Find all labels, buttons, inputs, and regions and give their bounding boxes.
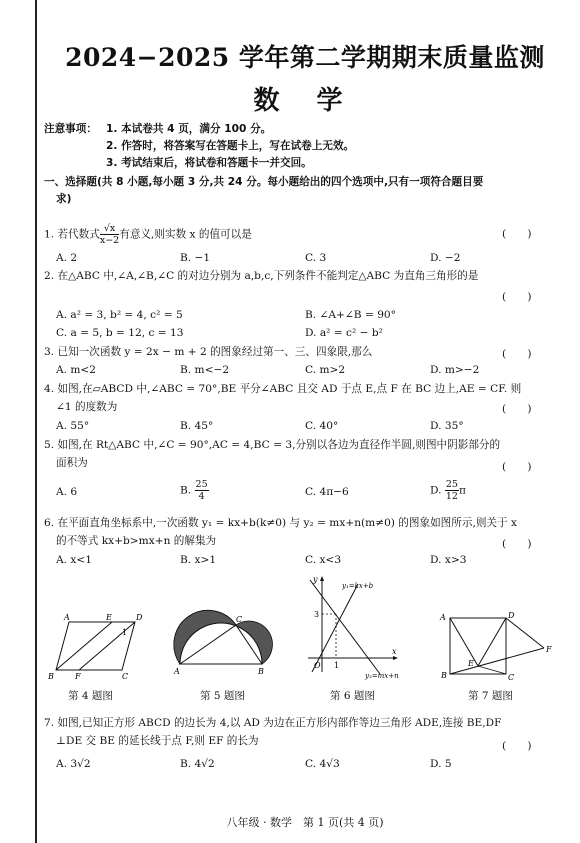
answer-paren-1: ( )	[502, 228, 532, 240]
q1-option-d: D. −2	[430, 252, 461, 264]
page-footer: 八年级 · 数学 第 1 页(共 4 页)	[226, 816, 384, 829]
q4-option-a: A. 55°	[56, 420, 90, 432]
notice-item-2: 2. 作答时，将答案写在答题卡上，写在试卷上无效。	[106, 140, 355, 152]
figure-6	[300, 572, 405, 682]
section-heading-cont: 求)	[56, 193, 72, 205]
label-e: E	[468, 659, 474, 668]
q6-option-a: A. x<1	[56, 554, 92, 566]
q2-option-d: D. a² = c² − b²	[305, 327, 383, 339]
q7-option-a: A. 3√2	[56, 758, 91, 770]
q2-option-b: B. ∠A+∠B = 90°	[305, 309, 396, 321]
q7-option-c: C. 4√3	[305, 758, 340, 770]
x-axis-arrow	[393, 656, 398, 660]
q2-option-c: C. a = 5, b = 12, c = 13	[56, 327, 184, 339]
question-1: 1. 若代数式 $\frac{√x}{x-2}$ 有意义,则实数 x 的值可以是	[44, 223, 252, 246]
q2-option-a: A. a² = 3, b² = 4, c² = 5	[56, 309, 183, 321]
label-c: C	[508, 673, 515, 682]
exam-title: 2024−2025 学年第二学期期末质量监测	[65, 43, 545, 72]
figure-6-caption: 第 6 题图	[330, 690, 375, 702]
exam-subject: 数 学	[253, 86, 357, 116]
question-4: 4. 如图,在▱ABCD 中,∠ABC = 70°,BE 平分∠ABC 且交 AD 于点 E,点 F 在 BC 边上,AE = CF. 则	[44, 383, 522, 395]
q3-option-b: B. m<−2	[180, 364, 230, 376]
q5-option-d: D. $\frac{25}{12}$ π	[430, 479, 466, 502]
question-6-cont: 的不等式 kx+b>mx+n 的解集为	[56, 535, 217, 547]
figure-4-caption: 第 4 题图	[68, 690, 113, 702]
answer-paren-2: ( )	[502, 291, 532, 303]
answer-paren-7: ( )	[502, 740, 532, 752]
q4-option-d: D. 35°	[430, 420, 464, 432]
question-5: 5. 如图,在 Rt△ABC 中,∠C = 90°,AC = 4,BC = 3,分别以各边为直径作半圆,则图中阴影部分的	[44, 439, 501, 451]
answer-paren-4: ( )	[502, 403, 532, 415]
figure-5	[170, 608, 280, 682]
question-4-cont: ∠1 的度数为	[56, 401, 118, 413]
label-f: F	[75, 672, 81, 681]
label-y: y	[313, 575, 318, 584]
figure-5-caption: 第 5 题图	[200, 690, 245, 702]
q3-option-d: D. m>−2	[430, 364, 480, 376]
q6-option-b: B. x>1	[180, 554, 217, 566]
q4-option-b: B. 45°	[180, 420, 214, 432]
label-b: B	[441, 671, 447, 680]
label-a: A	[64, 613, 70, 622]
answer-paren-5: ( )	[502, 461, 532, 473]
label-c: C	[122, 672, 129, 681]
label-y2: y₂=mx+n	[365, 672, 399, 680]
question-6: 6. 在平面直角坐标系中,一次函数 y₁ = kx+b(k≠0) 与 y₂ = mx+n(m≠0) 的图象如图所示,则关于 x	[44, 517, 517, 529]
q1-option-a: A. 2	[56, 252, 78, 264]
line-y1	[312, 584, 358, 672]
question-7-cont: ⊥DE 交 BE 的延长线于点 F,则 EF 的长为	[56, 735, 259, 747]
label-f: F	[546, 645, 552, 654]
line-y2	[310, 580, 380, 674]
q6-option-c: C. x<3	[305, 554, 342, 566]
label-origin: O	[314, 661, 321, 670]
label-1: 1	[334, 661, 340, 670]
notice-item-1: 1. 本试卷共 4 页，满分 100 分。	[106, 123, 272, 135]
question-2: 2. 在△ABC 中,∠A,∠B,∠C 的对边分别为 a,b,c,下列条件不能判定△ABC 为直角三角形的是	[44, 270, 479, 282]
q6-option-d: D. x>3	[430, 554, 467, 566]
q7-option-d: D. 5	[430, 758, 452, 770]
label-b: B	[48, 672, 54, 681]
y-axis-arrow	[320, 576, 324, 581]
q5-option-b: B. $\frac{25}{4}$	[180, 479, 208, 502]
label-e: E	[106, 613, 112, 622]
q5-option-a: A. 6	[56, 486, 78, 498]
label-b: B	[258, 667, 264, 676]
label-d: D	[508, 611, 515, 620]
q3-option-c: C. m>2	[305, 364, 346, 376]
answer-paren-3: ( )	[502, 348, 532, 360]
binding-line	[35, 0, 37, 843]
notice-item-3: 3. 考试结束后，将试卷和答题卡一并交回。	[106, 157, 312, 169]
q5-option-c: C. 4π−6	[305, 486, 349, 498]
label-a: A	[440, 613, 446, 622]
section-heading: 一、选择题(共 8 小题,每小题 3 分,共 24 分。每小题给出的四个选项中,只有一项符合题目要	[44, 176, 484, 188]
label-c: C	[236, 615, 243, 624]
segment-de	[478, 618, 506, 666]
q1-option-c: C. 3	[305, 252, 327, 264]
label-a: A	[174, 667, 180, 676]
segment-df	[506, 618, 544, 648]
label-y1: y₁=kx+b	[342, 582, 374, 590]
label-1: 1	[122, 628, 128, 637]
segment-be	[56, 622, 112, 670]
question-5-cont: 面积为	[56, 457, 88, 469]
q3-option-a: A. m<2	[56, 364, 97, 376]
notice-label: 注意事项：	[44, 123, 97, 135]
q7-option-b: B. 4√2	[180, 758, 215, 770]
fraction: $\frac{25}{4}$	[195, 479, 208, 502]
figure-7-caption: 第 7 题图	[468, 690, 513, 702]
answer-paren-6: ( )	[502, 538, 532, 550]
q4-option-c: C. 40°	[305, 420, 339, 432]
fraction: $\frac{√x}{x-2}$	[99, 223, 120, 246]
figure-7	[436, 608, 556, 682]
question-3: 3. 已知一次函数 y = 2x − m + 2 的图象经过第一、三、四象限,那么	[44, 346, 373, 358]
label-d: D	[136, 613, 143, 622]
fraction: $\frac{25}{12}$	[445, 479, 458, 502]
figure-4	[42, 612, 152, 682]
question-7: 7. 如图,已知正方形 ABCD 的边长为 4,以 AD 为边在正方形内部作等边三角形 ADE,连接 BE,DF	[44, 717, 502, 729]
q1-option-b: B. −1	[180, 252, 211, 264]
label-3: 3	[314, 610, 320, 619]
segment-ec	[478, 666, 506, 674]
label-x: x	[392, 647, 397, 656]
segment-bf	[450, 648, 544, 674]
